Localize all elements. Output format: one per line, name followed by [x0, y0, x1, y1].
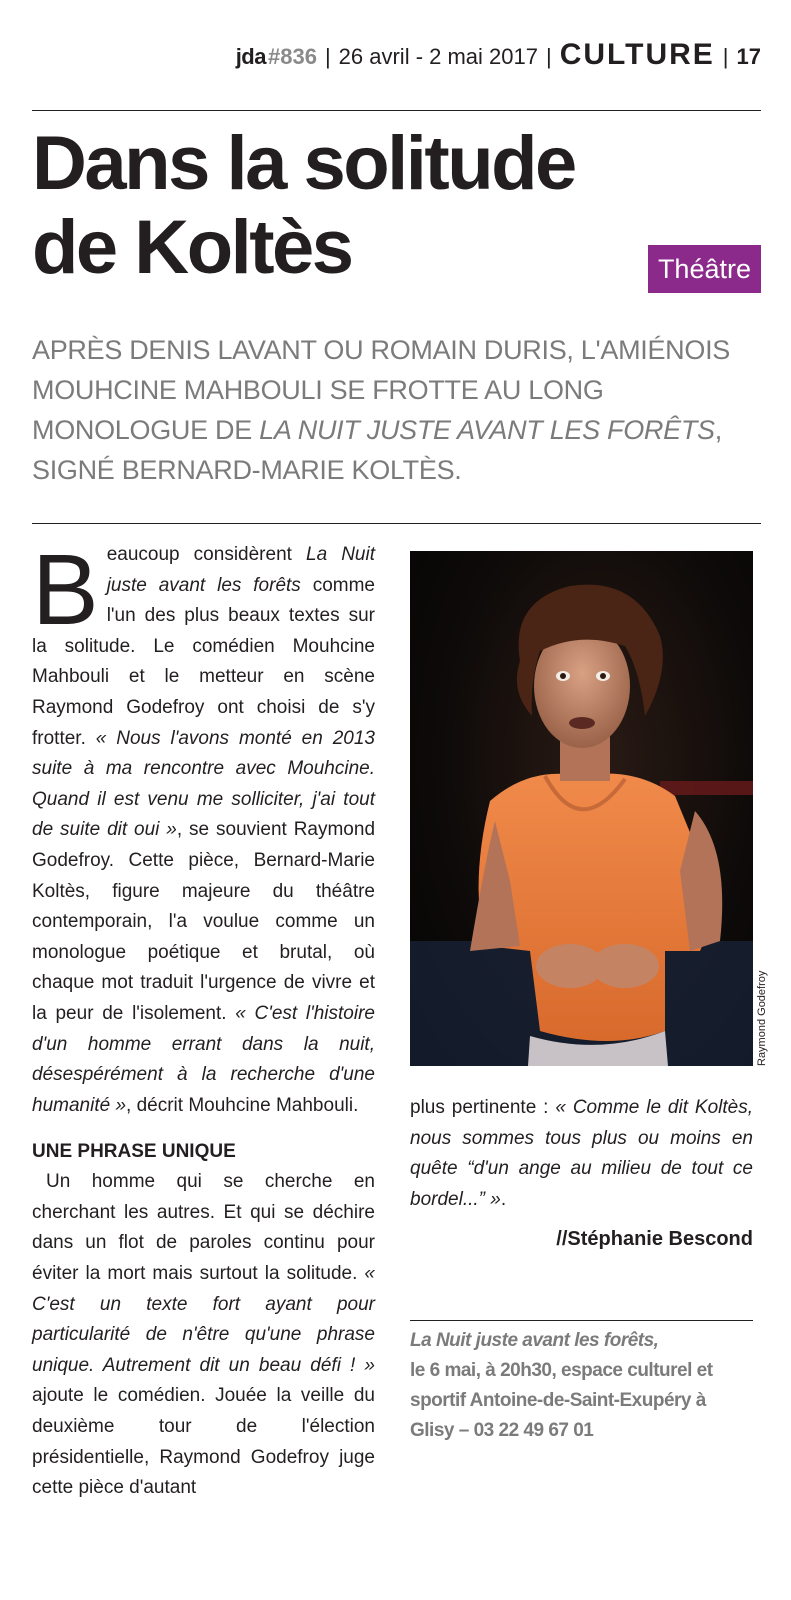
- standfirst-divider: [32, 523, 761, 524]
- article-paragraph: Un homme qui se cherche en cherchant les autres. Et qui se déchire dans un flot de paroles continu pour éviter la mort mais surtout la solitude. « C'est un texte fort ayant pour particularité de n'être qu'une phrase unique. Autrement dit un beau défi ! » ajoute le comédien. Jouée la veille du deuxième tour de l'élection présidentielle, Raymond Godefroy juge cette pièce d'autant: [32, 1171, 375, 1499]
- article-paragraph: Beaucoup considèrent La Nuit juste avant les forêts comme l'un des plus beaux textes sur la solitude. Le comédien Mouhcine Mahbouli et le metteur en scène Raymond Godefroy ont choisi de s'y frotter. « Nous l'avons monté en 2013 suite à ma rencontre avec Mouhcine. Quand il est venu me solliciter, j'ai tout de suite dit oui », se souvient Raymond Godefroy. Cette pièce, Bernard-Marie Koltès, figure majeure du théâtre contemporain, l'a voulue comme un monologue poétique et brutal, où chaque mot traduit l'urgence de vivre et la peur de l'isolement. « C'est l'histoire d'un homme errant dans la nuit, désespérément à la recherche d'une humanité », décrit Mouhcine Mahbouli.: [32, 534, 376, 1116]
- header-divider: [32, 110, 761, 111]
- page-number: 17: [736, 44, 761, 69]
- article-headline: Dans la solitude de Koltès: [32, 121, 575, 290]
- article-subheading: UNE PHRASE UNIQUE: [32, 1141, 236, 1163]
- article-photo: [410, 551, 753, 1066]
- event-details: le 6 mai, à 20h30, espace culturel et sportif Antoine-de-Saint-Exupéry à Glisy – 03 22 49 67 01: [410, 1360, 713, 1441]
- standfirst-play-title: LA NUIT JUSTE AVANT LES FORÊTS: [259, 415, 715, 445]
- photo-credit: Raymond Godefroy: [756, 970, 768, 1066]
- article-paragraph: plus pertinente : « Comme le dit Koltès, nous sommes tous plus ou moins en quête “d'un ange au milieu de tout ce bordel...” ».: [410, 1097, 753, 1210]
- quote: « Comme le dit Koltès, nous sommes tous plus ou moins en quête “d'un ange au milieu de tout ce bordel...” »: [410, 1097, 753, 1210]
- header-separator: |: [722, 44, 729, 69]
- publication-name: jda: [235, 44, 266, 69]
- page-header: [236, 38, 761, 72]
- article-column-right: [410, 1093, 753, 1215]
- standfirst-text: APRÈS DENIS LAVANT OU ROMAIN DURIS, L'AMIÉNOIS MOUHCINE MAHBOULI SE FROTTE AU LONG MONOLOGUE DE: [32, 335, 730, 445]
- issue-dates: 26 avril - 2 mai 2017: [338, 44, 538, 69]
- actor-photo-illustration: [410, 551, 753, 1066]
- event-title: La Nuit juste avant les forêts,: [410, 1330, 659, 1351]
- issue-number: #836: [267, 44, 317, 69]
- drop-cap: B: [32, 534, 99, 646]
- author-signature: //Stéphanie Bescond: [556, 1228, 753, 1250]
- header-separator: |: [545, 44, 552, 69]
- article-standfirst: [32, 330, 732, 490]
- category-tag: Théâtre: [648, 245, 761, 293]
- header-separator: |: [324, 44, 331, 69]
- article-column-left: [32, 534, 376, 1504]
- rubric-label: CULTURE: [559, 38, 715, 71]
- standfirst-text: , SIGNÉ BERNARD-MARIE KOLTÈS.: [32, 415, 722, 485]
- event-info-box: [410, 1326, 753, 1446]
- quote: « Nous l'avons monté en 2013 suite à ma rencontre avec Mouhcine. Quand il est venu me solliciter, j'ai tout de suite dit oui »: [32, 727, 375, 841]
- info-divider: [410, 1320, 753, 1321]
- quote: « C'est un texte fort ayant pour particularité de n'être qu'une phrase unique. Autrement dit un beau défi ! »: [32, 1263, 375, 1376]
- quote: « C'est l'histoire d'un homme errant dans la nuit, désespérément à la recherche d'une humanité »: [32, 1002, 375, 1116]
